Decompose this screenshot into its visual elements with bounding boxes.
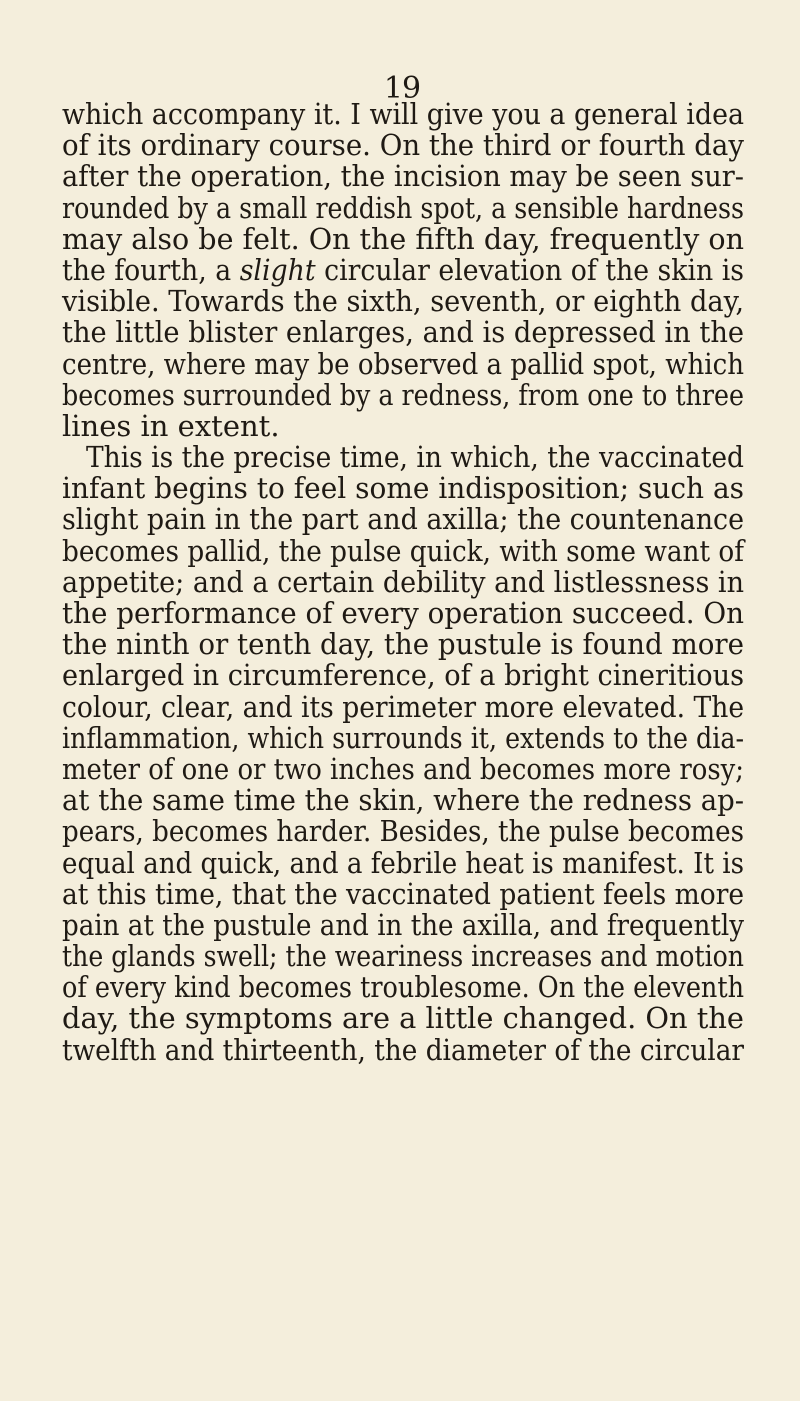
text-line: appetite; and a certain debility and listlessness in	[62, 564, 745, 599]
text-line: of every kind becomes troublesome. On the eleventh	[62, 970, 745, 1005]
text-line: the glands swell; the weariness increases and motion	[62, 939, 744, 974]
text-line: the performance of every operation succeed. On	[62, 596, 744, 630]
text-line: becomes surrounded by a redness, from one to three	[62, 377, 745, 412]
text-line	[62, 252, 744, 287]
text-line: This is the precise time, in which, the vaccinated	[86, 440, 744, 475]
text-line: visible. Towards the sixth, seventh, or eighth day,	[62, 284, 744, 319]
text-line: equal and quick, and a febrile heat is manifest. It is	[62, 845, 744, 880]
text-line: meter of one or two inches and becomes more rosy;	[62, 751, 745, 786]
text-line: at the same time the skin, where the redness ap-	[62, 783, 745, 818]
text-line: lines in extent.	[62, 408, 280, 443]
text-line: slight pain in the part and axilla; the countenance	[62, 502, 745, 537]
text-line: centre, where may be observed a pallid spot, which	[62, 346, 744, 381]
text-line: may also be felt. On the fifth day, frequently on	[62, 221, 744, 256]
text-line: inflammation, which surrounds it, extends to the dia-	[62, 720, 745, 755]
text-line: pears, becomes harder. Besides, the pulse becomes	[62, 814, 745, 849]
text-line: infant begins to feel some indisposition; such as	[62, 471, 745, 506]
text-segment: the fourth, a	[62, 252, 240, 287]
text-line: twelfth and thirteenth, the diameter of the circular	[62, 1032, 744, 1067]
text-line: becomes pallid, the pulse quick, with some want of	[62, 533, 745, 568]
text-line: the little blister enlarges, and is depressed in the	[62, 315, 745, 350]
text-line: after the operation, the incision may be seen sur-	[62, 159, 744, 194]
text-line: rounded by a small reddish spot, a sensible hardness	[62, 190, 744, 225]
text-line: at this time, that the vaccinated patient feels more	[62, 876, 745, 911]
text-line: the ninth or tenth day, the pustule is found more	[62, 627, 745, 662]
body-text	[62, 99, 744, 1066]
text-line: of its ordinary course. On the third or fourth day	[62, 128, 744, 163]
text-line: which accompany it. I will give you a general idea	[62, 97, 745, 131]
page-number: 19	[383, 71, 421, 106]
text-line: pain at the pustule and in the axilla, and frequently	[62, 907, 744, 942]
text-line: enlarged in circumference, of a bright cineritious	[62, 658, 745, 693]
text-line: day, the symptoms are a little changed. On the	[62, 1001, 744, 1036]
text-segment: circular elevation of the skin is	[315, 252, 744, 287]
emphasized-word: slight	[239, 252, 316, 287]
text-line: colour, clear, and its perimeter more elevated. The	[62, 689, 745, 724]
